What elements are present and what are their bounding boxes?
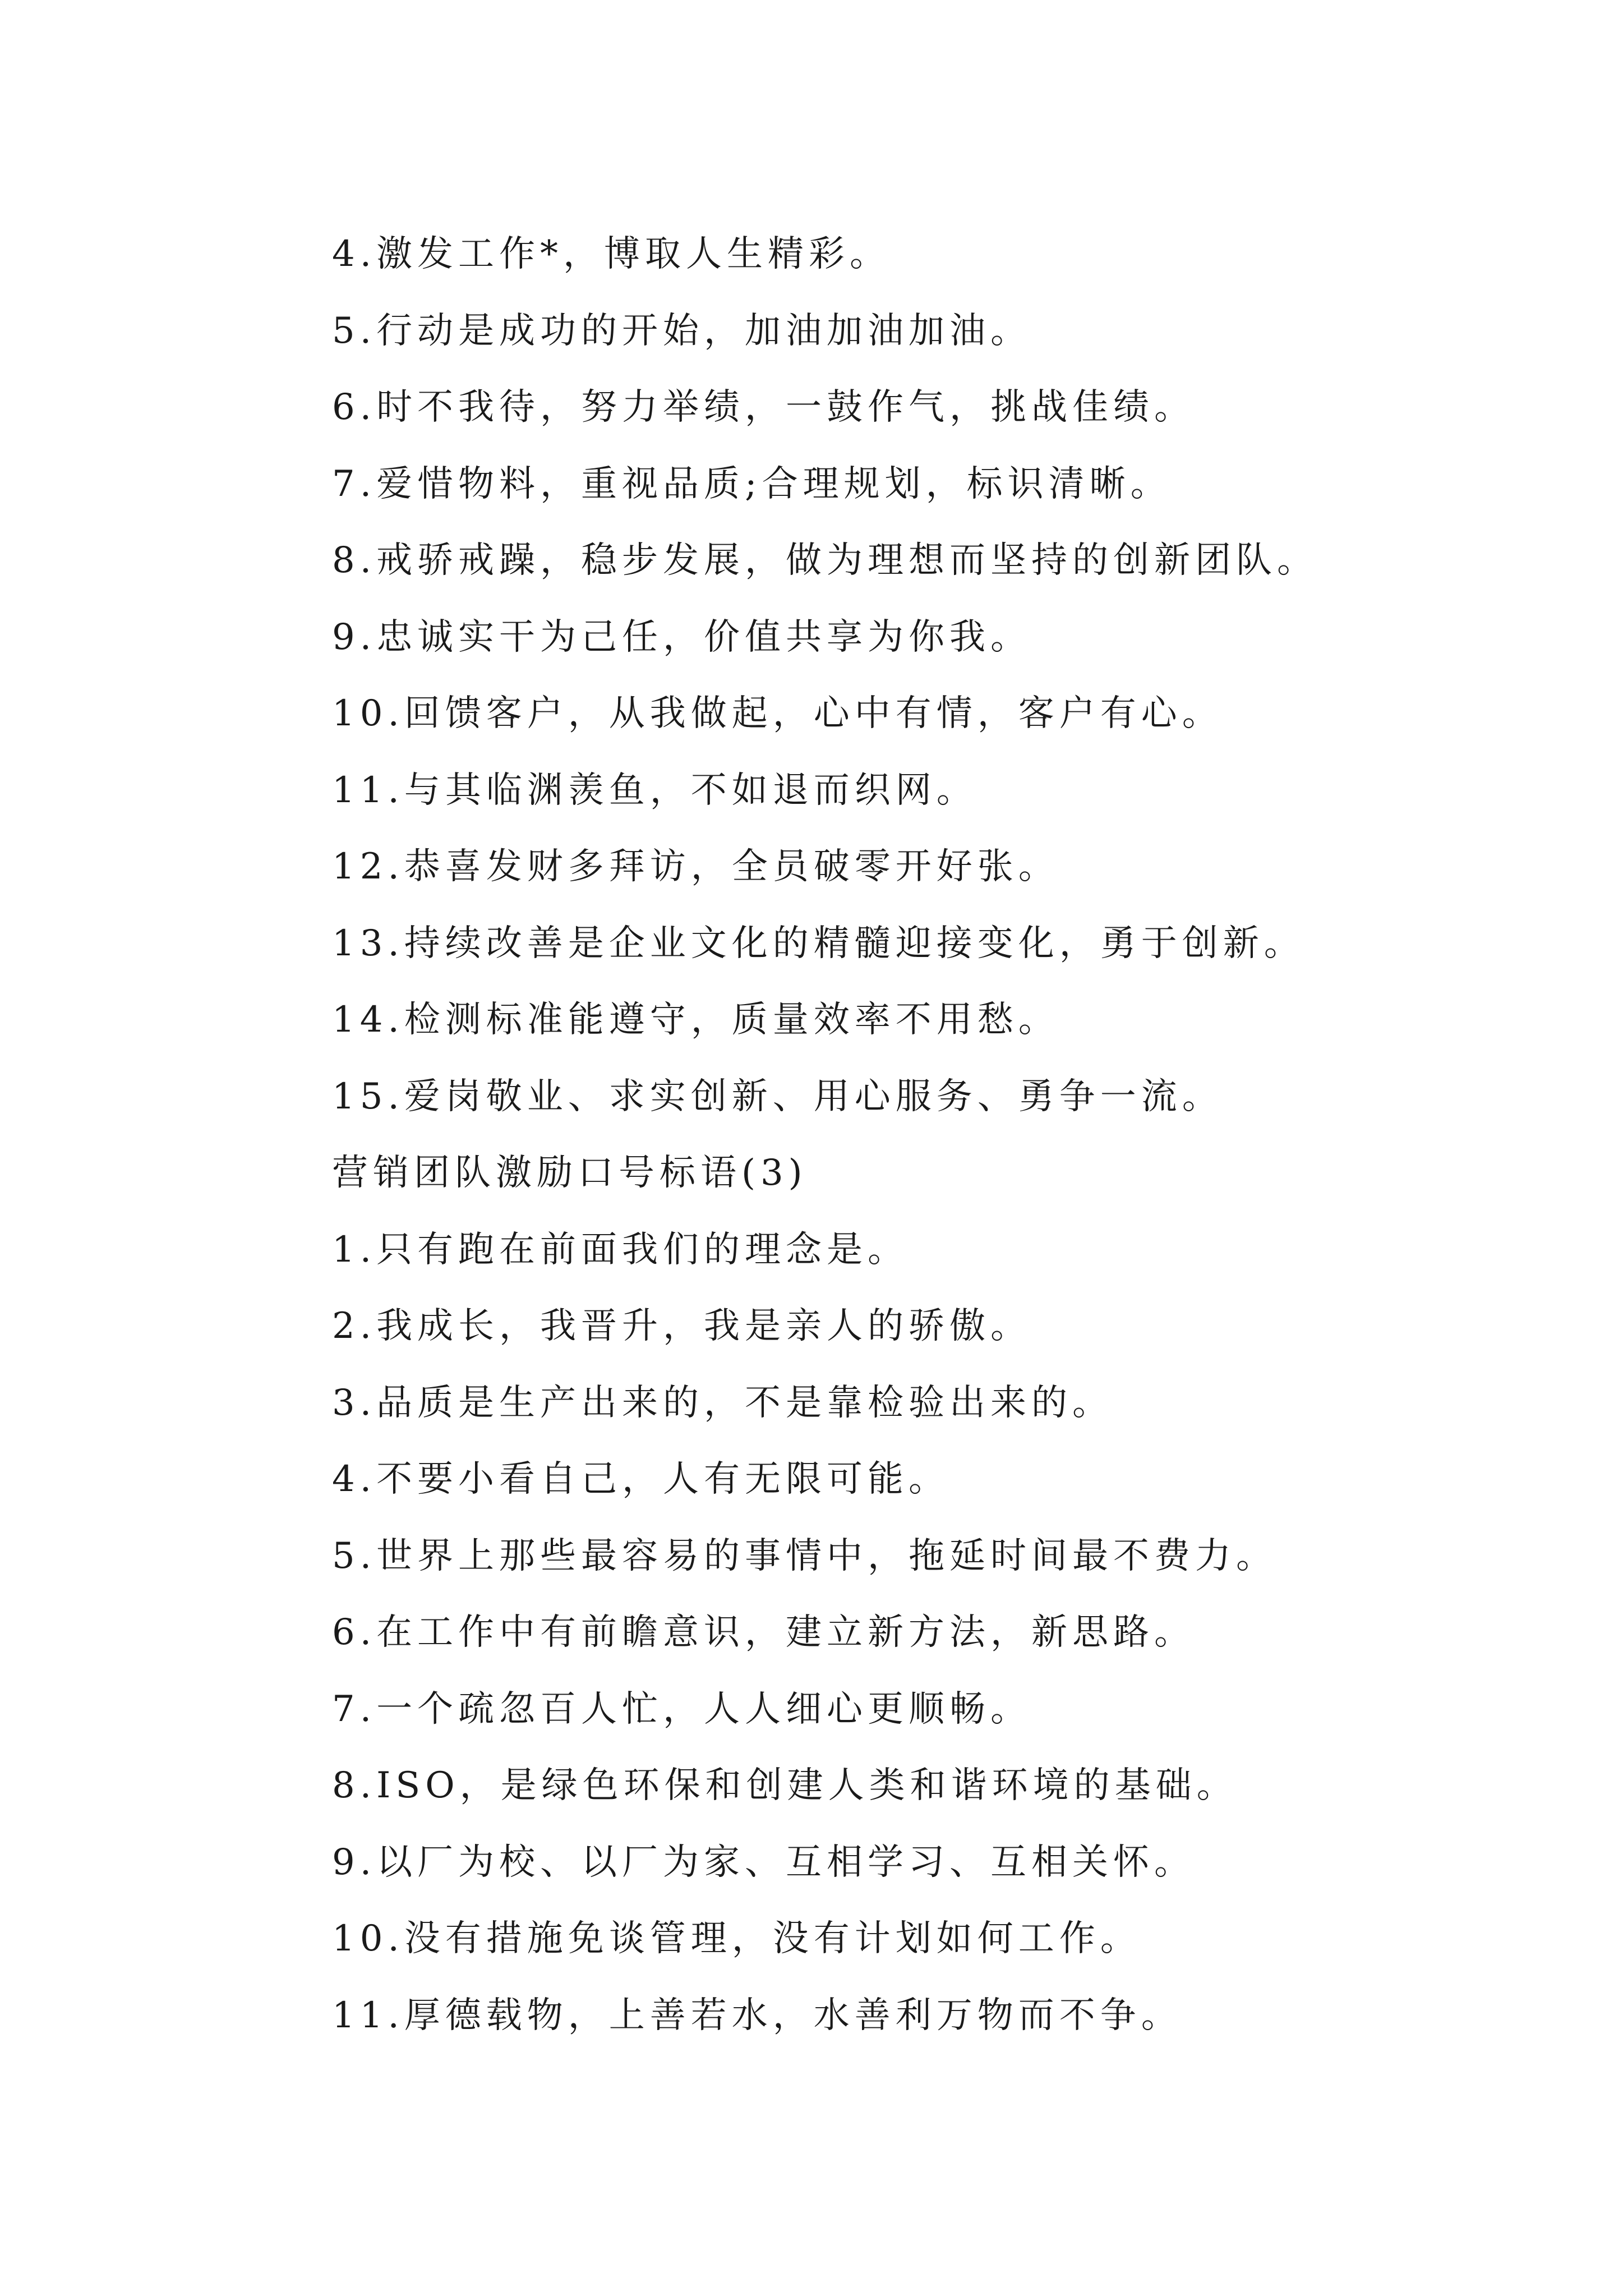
text-line: 5.世界上那些最容易的事情中，拖延时间最不费力。 [332, 1535, 1278, 1577]
text-line: 15.爱岗敬业、求实创新、用心服务、勇争一流。 [332, 1075, 1223, 1117]
text-line: 4.激发工作*，博取人生精彩。 [332, 233, 891, 275]
document-body [332, 216, 1538, 2054]
text-line: 11.厚德载物，上善若水，水善利万物而不争。 [332, 1994, 1182, 2036]
text-line: 9.忠诚实干为己任，价值共享为你我。 [332, 616, 1032, 658]
text-line: 14.检测标准能遵守，质量效率不用愁。 [332, 999, 1059, 1041]
text-line: 12.恭喜发财多拜访，全员破零开好张。 [332, 846, 1059, 887]
text-line: 11.与其临渊羡鱼，不如退而织网。 [332, 769, 978, 811]
text-line: 13.持续改善是企业文化的精髓迎接变化，勇于创新。 [332, 922, 1305, 964]
text-line: 5.行动是成功的开始，加油加油加油。 [332, 310, 1032, 352]
text-line: 9.以厂为校、以厂为家、互相学习、互相关怀。 [332, 1841, 1196, 1883]
text-line: 4.不要小看自己，人有无限可能。 [332, 1458, 950, 1500]
text-line: 10.没有措施免谈管理，没有计划如何工作。 [332, 1918, 1141, 1959]
text-line: 10.回馈客户，从我做起，心中有情，客户有心。 [332, 693, 1223, 734]
text-line: 2.我成长，我晋升，我是亲人的骄傲。 [332, 1305, 1032, 1347]
text-line: 7.一个疏忽百人忙，人人细心更顺畅。 [332, 1688, 1032, 1730]
text-line: 8.戒骄戒躁，稳步发展，做为理想而坚持的创新团队。 [332, 540, 1318, 581]
section-heading: 营销团队激励口号标语(3) [332, 1152, 808, 1194]
text-line: 6.时不我待，努力举绩，一鼓作气，挑战佳绩。 [332, 386, 1196, 428]
text-line: 1.只有跑在前面我们的理念是。 [332, 1228, 909, 1271]
text-line: 3.品质是生产出来的，不是靠检验出来的。 [332, 1382, 1114, 1424]
text-line: 6.在工作中有前瞻意识，建立新方法，新思路。 [332, 1612, 1196, 1653]
text-line: 8.ISO，是绿色环保和创建人类和谐环境的基础。 [332, 1765, 1238, 1806]
text-line: 7.爱惜物料，重视品质;合理规划，标识清晰。 [332, 463, 1172, 505]
